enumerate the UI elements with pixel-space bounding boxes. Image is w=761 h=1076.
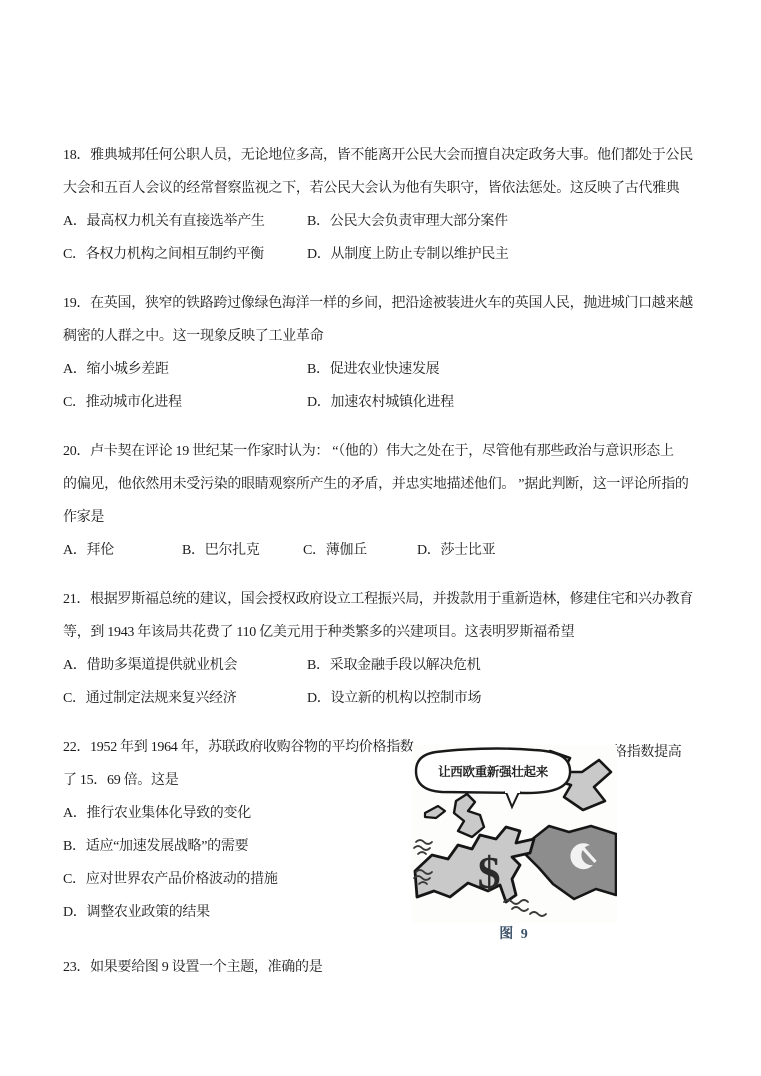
option-d: D．设立新的机构以控制市场 bbox=[307, 691, 482, 706]
question-21 bbox=[63, 583, 708, 715]
figure-9 bbox=[412, 745, 617, 943]
question-18-line-1: 18．雅典城邦任何公职人员，无论地位多高，皆不能离开公民大会而擅自决定政务大事。他们都处于公民 bbox=[63, 148, 693, 163]
speech-bubble-tail bbox=[506, 792, 519, 807]
question-20-options bbox=[63, 534, 708, 567]
question-21-line-2: 等，到 1943 年该局共花费了 110 亿美元用于种类繁多的兴建项目。这表明罗斯福希望 bbox=[63, 625, 575, 640]
option-d: D．调整农业政策的结果 bbox=[63, 905, 210, 920]
option-c: C．薄伽丘 bbox=[303, 543, 367, 558]
question-19-line-1: 19．在英国，狭窄的铁路跨过像绿色海洋一样的乡间，把沿途被装进火车的英国人民，抛进城门口越来越 bbox=[63, 296, 693, 311]
question-20-line-3: 作家是 bbox=[63, 510, 105, 525]
western-europe-landmass bbox=[415, 827, 534, 902]
question-21-options-ab bbox=[63, 649, 708, 682]
speech-bubble-text: 让西欧重新强壮起来 bbox=[438, 765, 548, 779]
question-18-line-2: 大会和五百人会议的经常督察监视之下，若公民大会认为他有失职守，皆依法惩处。这反映了古代雅典 bbox=[63, 181, 680, 196]
option-a: A．最高权力机关有直接选举产生 bbox=[63, 214, 265, 229]
question-19 bbox=[63, 287, 708, 419]
britain-landmass bbox=[454, 794, 484, 837]
exam-page bbox=[63, 139, 708, 1000]
option-b: B．巴尔扎克 bbox=[182, 543, 260, 558]
question-20-line-2: 的偏见，他依然用未受污染的眼睛观察所产生的矛盾，并忠实地描述他们。 ”据此判断，这一评论所指的 bbox=[63, 477, 689, 492]
question-22-line-1-left: 22．1952 年到 1964 年，苏联政府收购谷物的平均价格指数 bbox=[63, 740, 414, 755]
question-19-options-ab bbox=[63, 353, 708, 386]
question-23 bbox=[63, 951, 708, 984]
question-20-line-1: 20．卢卡契在评论 19 世纪某一作家时认为： “（他的）伟大之处在于，尽管他有那些政治与意识形态上 bbox=[63, 444, 674, 459]
question-22-line-2: 了 15．69 倍。这是 bbox=[63, 773, 179, 788]
question-21-line-1: 21．根据罗斯福总统的建议，国会授权政府设立工程振兴局，并拨款用于重新造林，修建住宅和兴办教育 bbox=[63, 592, 693, 607]
question-18-options-ab bbox=[63, 205, 708, 238]
option-b: B．采取金融手段以解决危机 bbox=[307, 658, 481, 673]
question-21-options-cd bbox=[63, 682, 708, 715]
option-a: A．缩小城乡差距 bbox=[63, 362, 169, 377]
option-b: B．公民大会负责审理大部分案件 bbox=[307, 214, 508, 229]
question-23-line-1: 23．如果要给图 9 设置一个主题，准确的是 bbox=[63, 960, 323, 975]
question-18 bbox=[63, 139, 708, 271]
option-c: C．应对世界农产品价格波动的措施 bbox=[63, 872, 278, 887]
option-a: A．借助多渠道提供就业机会 bbox=[63, 658, 238, 673]
option-d: D．莎士比亚 bbox=[417, 543, 496, 558]
option-b: B．促进农业快速发展 bbox=[307, 362, 440, 377]
ireland-landmass bbox=[425, 806, 445, 818]
option-d: D．从制度上防止专制以维护民主 bbox=[307, 247, 509, 262]
question-18-options-cd bbox=[63, 238, 708, 271]
question-22 bbox=[63, 731, 708, 942]
option-c: C．各权力机构之间相互制约平衡 bbox=[63, 247, 264, 262]
option-d: D．加速农村城镇化进程 bbox=[307, 395, 454, 410]
option-c: C．推动城市化进程 bbox=[63, 395, 182, 410]
ussr-landmass bbox=[525, 826, 616, 899]
figure-caption: 图 9 bbox=[499, 927, 530, 942]
figure-9-cartoon bbox=[412, 745, 617, 923]
option-c: C．通过制定法规来复兴经济 bbox=[63, 691, 237, 706]
dollar-sign: $ bbox=[477, 847, 501, 898]
bubble-tail-mask bbox=[505, 789, 520, 793]
question-19-options-cd bbox=[63, 386, 708, 419]
question-22-line-1-right: 格指数提高 bbox=[613, 745, 682, 760]
question-20 bbox=[63, 435, 708, 567]
question-19-line-2: 稠密的人群之中。这一现象反映了工业革命 bbox=[63, 329, 324, 344]
option-a: A．拜伦 bbox=[63, 543, 114, 558]
option-a: A．推行农业集体化导致的变化 bbox=[63, 806, 251, 821]
option-b: B．适应“加速发展战略”的需要 bbox=[63, 839, 249, 854]
